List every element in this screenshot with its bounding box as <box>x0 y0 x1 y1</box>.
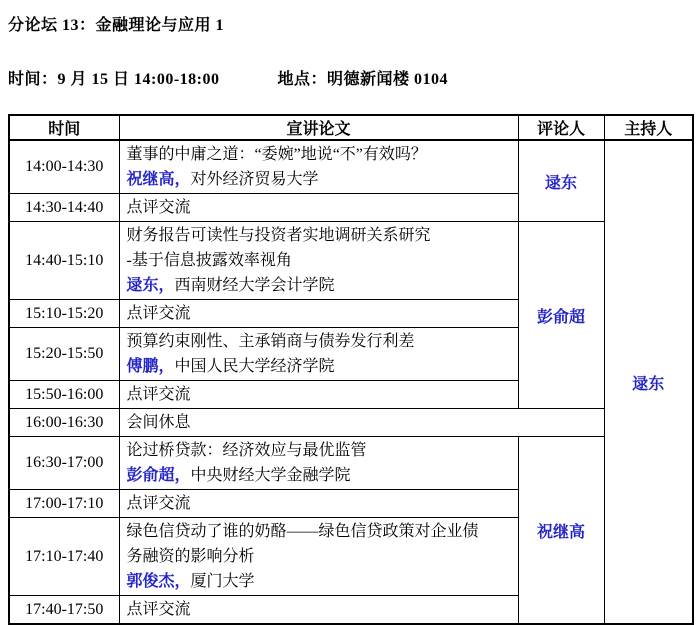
paper-cell <box>119 328 518 381</box>
paper-cell <box>119 437 518 490</box>
presenter-line <box>127 569 488 594</box>
discussion-cell: 点评交流 <box>119 490 518 518</box>
paper-title: 财务报告可读性与投资者实地调研关系研究 <box>126 227 431 244</box>
chair-name: 逯东 <box>604 140 693 624</box>
presenter-affiliation: 西南财经大学会计学院 <box>174 277 335 294</box>
col-header-time: 时间 <box>9 115 119 140</box>
commentator-name: 彭俞超 <box>518 222 604 409</box>
paper-title: 董事的中庸之道：“委婉”地说“不”有效吗？ <box>126 146 427 163</box>
col-header-chair: 主持人 <box>604 115 693 140</box>
presenter-affiliation: 对外经济贸易大学 <box>190 171 319 188</box>
schedule-table <box>8 114 694 625</box>
time-cell: 14:40-15:10 <box>9 222 119 300</box>
presenter-name: 郭俊杰， <box>126 573 191 590</box>
time-cell: 14:30-14:40 <box>9 194 119 222</box>
paper-cell <box>119 518 518 596</box>
presenter-name: 傅鹏， <box>126 358 175 375</box>
table-row <box>9 140 693 194</box>
commentator-name: 祝继高 <box>518 437 604 625</box>
paper-subtitle: -基于信息披露效率视角 <box>126 252 292 269</box>
header-row <box>9 115 693 140</box>
time-cell: 17:10-17:40 <box>9 518 119 596</box>
table-row <box>9 409 693 437</box>
time-cell: 17:00-17:10 <box>9 490 119 518</box>
presenter-line <box>127 463 488 488</box>
discussion-cell: 点评交流 <box>119 381 518 409</box>
meta-line <box>8 66 692 89</box>
table-row <box>9 437 693 490</box>
time-cell: 15:20-15:50 <box>9 328 119 381</box>
time-cell: 15:10-15:20 <box>9 300 119 328</box>
paper-cell <box>119 140 518 194</box>
paper-title: 预算约束刚性、主承销商与债券发行利差 <box>126 333 415 350</box>
commentator-name: 逯东 <box>518 140 604 222</box>
presenter-affiliation: 厦门大学 <box>190 573 255 590</box>
paper-title: 绿色信贷动了谁的奶酪——绿色信贷政策对企业债务融资的影响分析 <box>126 523 479 565</box>
time-cell: 16:00-16:30 <box>9 409 119 437</box>
presenter-name: 祝继高， <box>126 171 191 188</box>
forum-title: 分论坛 13：金融理论与应用 1 <box>8 17 225 34</box>
discussion-cell: 点评交流 <box>119 194 518 222</box>
presenter-affiliation: 中国人民大学经济学院 <box>174 358 335 375</box>
col-header-paper: 宣讲论文 <box>119 115 518 140</box>
presenter-line <box>127 273 488 298</box>
time-cell: 15:50-16:00 <box>9 381 119 409</box>
presenter-line <box>127 167 488 192</box>
presenter-name: 逯东， <box>126 277 175 294</box>
discussion-cell: 点评交流 <box>119 300 518 328</box>
session-location-label: 地点：明德新闻楼 0104 <box>277 71 449 88</box>
time-cell: 17:40-17:50 <box>9 596 119 625</box>
table-row <box>9 222 693 300</box>
presenter-affiliation: 中央财经大学金融学院 <box>190 467 351 484</box>
presenter-line <box>127 354 488 379</box>
paper-title: 论过桥贷款：经济效应与最优监管 <box>126 442 367 459</box>
presenter-name: 彭俞超， <box>126 467 191 484</box>
session-time-label: 时间：9 月 15 日 14:00-18:00 <box>8 71 220 88</box>
time-cell: 14:00-14:30 <box>9 140 119 194</box>
paper-cell <box>119 222 518 300</box>
discussion-cell: 点评交流 <box>119 596 518 625</box>
time-cell: 16:30-17:00 <box>9 437 119 490</box>
col-header-commentator: 评论人 <box>518 115 604 140</box>
break-cell: 会间休息 <box>119 409 604 437</box>
